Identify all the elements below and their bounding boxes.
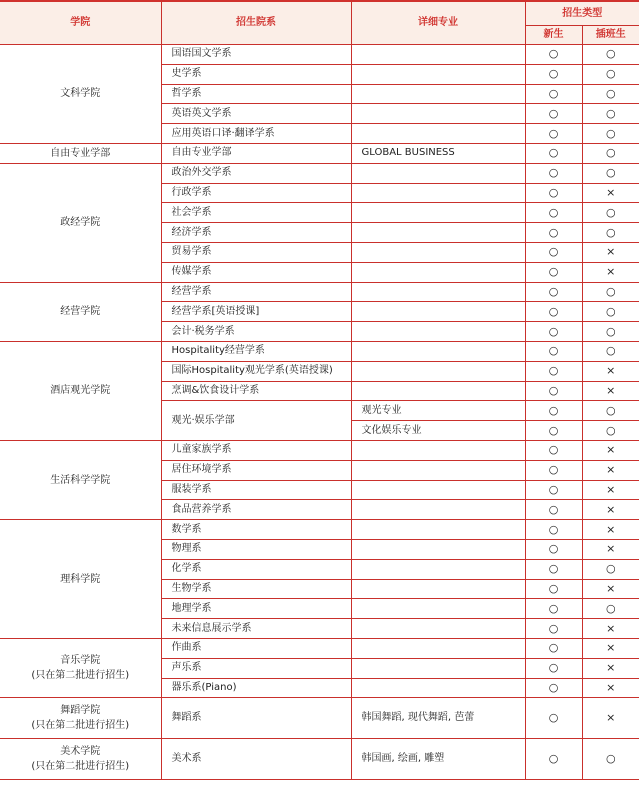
department-cell: 物理系 [161, 539, 351, 559]
department-cell: Hospitality经营学系 [161, 341, 351, 361]
detail-cell [351, 64, 525, 84]
department-cell: 数学系 [161, 520, 351, 540]
department-cell: 美术系 [161, 739, 351, 780]
detail-cell [351, 84, 525, 104]
department-cell: 经济学系 [161, 223, 351, 243]
freshman-mark: ○ [525, 500, 582, 520]
department-cell: 贸易学系 [161, 242, 351, 262]
transfer-mark: ○ [582, 45, 639, 65]
freshman-mark: ○ [525, 341, 582, 361]
college-name: 音乐学院 [60, 655, 101, 667]
freshman-mark: ○ [525, 143, 582, 163]
transfer-mark: ○ [582, 401, 639, 421]
freshman-mark: ○ [525, 678, 582, 698]
college-cell: 政经学院 [0, 163, 161, 282]
header-transfer: 插班生 [582, 26, 639, 45]
freshman-mark: ○ [525, 381, 582, 401]
detail-cell [351, 302, 525, 322]
freshman-mark: ○ [525, 163, 582, 183]
department-cell: 应用英语口译·翻译学系 [161, 124, 351, 144]
department-cell: 观光·娱乐学部 [161, 401, 351, 441]
transfer-mark: ○ [582, 322, 639, 342]
freshman-mark: ○ [525, 302, 582, 322]
detail-cell [351, 163, 525, 183]
college-name: 舞蹈学院 [60, 705, 101, 717]
freshman-mark: ○ [525, 480, 582, 500]
table-row [0, 739, 639, 780]
header-department: 招生院系 [161, 1, 351, 45]
department-cell: 经营学系 [161, 282, 351, 302]
transfer-mark: ○ [582, 64, 639, 84]
detail-cell [351, 381, 525, 401]
transfer-mark: × [582, 500, 639, 520]
department-cell: 行政学系 [161, 183, 351, 203]
detail-cell [351, 341, 525, 361]
freshman-mark: ○ [525, 520, 582, 540]
detail-cell [351, 322, 525, 342]
detail-cell [351, 520, 525, 540]
detail-cell [351, 203, 525, 223]
freshman-mark: ○ [525, 579, 582, 599]
college-cell: 自由专业学部 [0, 143, 161, 163]
department-cell: 史学系 [161, 64, 351, 84]
transfer-mark: ○ [582, 104, 639, 124]
transfer-mark: × [582, 678, 639, 698]
transfer-mark: ○ [582, 421, 639, 441]
transfer-mark: × [582, 658, 639, 678]
transfer-mark: × [582, 579, 639, 599]
table-row [0, 440, 639, 460]
detail-cell: 韩国画, 绘画, 雕塑 [351, 739, 525, 780]
department-cell: 居住环境学系 [161, 460, 351, 480]
detail-cell [351, 45, 525, 65]
detail-cell [351, 599, 525, 619]
department-cell: 会计·税务学系 [161, 322, 351, 342]
department-cell: 器乐系(Piano) [161, 678, 351, 698]
college-name: 美术学院 [60, 746, 101, 758]
transfer-mark: ○ [582, 599, 639, 619]
department-cell: 儿童家族学系 [161, 440, 351, 460]
department-cell: 哲学系 [161, 84, 351, 104]
freshman-mark: ○ [525, 460, 582, 480]
transfer-mark: ○ [582, 739, 639, 780]
transfer-mark: ○ [582, 302, 639, 322]
freshman-mark: ○ [525, 401, 582, 421]
detail-cell [351, 440, 525, 460]
freshman-mark: ○ [525, 739, 582, 780]
transfer-mark: ○ [582, 84, 639, 104]
college-cell [0, 698, 161, 739]
transfer-mark: × [582, 242, 639, 262]
transfer-mark: × [582, 698, 639, 739]
detail-cell [351, 361, 525, 381]
freshman-mark: ○ [525, 104, 582, 124]
detail-cell [351, 638, 525, 658]
detail-cell [351, 559, 525, 579]
detail-cell [351, 183, 525, 203]
department-cell: 自由专业学部 [161, 143, 351, 163]
detail-cell [351, 104, 525, 124]
freshman-mark: ○ [525, 45, 582, 65]
freshman-mark: ○ [525, 262, 582, 282]
department-cell: 作曲系 [161, 638, 351, 658]
college-note: (只在第二批进行招生) [31, 670, 130, 682]
freshman-mark: ○ [525, 282, 582, 302]
department-cell: 经营学系[英语授课] [161, 302, 351, 322]
department-cell: 舞蹈系 [161, 698, 351, 739]
department-cell: 国际Hospitality观光学系(英语授课) [161, 361, 351, 381]
detail-cell [351, 500, 525, 520]
transfer-mark: ○ [582, 223, 639, 243]
transfer-mark: × [582, 460, 639, 480]
transfer-mark: ○ [582, 124, 639, 144]
freshman-mark: ○ [525, 203, 582, 223]
college-cell: 酒店观光学院 [0, 341, 161, 440]
college-note: (只在第二批进行招生) [31, 761, 130, 773]
department-cell: 未来信息展示学系 [161, 619, 351, 639]
department-cell: 国语国文学系 [161, 45, 351, 65]
department-cell: 食品营养学系 [161, 500, 351, 520]
freshman-mark: ○ [525, 223, 582, 243]
detail-cell [351, 124, 525, 144]
detail-cell: 韩国舞蹈, 现代舞蹈, 芭蕾 [351, 698, 525, 739]
detail-cell: 观光专业 [351, 401, 525, 421]
transfer-mark: × [582, 539, 639, 559]
detail-cell [351, 480, 525, 500]
college-cell: 生活科学学院 [0, 440, 161, 519]
department-cell: 社会学系 [161, 203, 351, 223]
table-row [0, 520, 639, 540]
detail-cell [351, 539, 525, 559]
table-row [0, 638, 639, 658]
transfer-mark: × [582, 638, 639, 658]
freshman-mark: ○ [525, 124, 582, 144]
detail-cell [351, 658, 525, 678]
freshman-mark: ○ [525, 183, 582, 203]
header-detail: 详细专业 [351, 1, 525, 45]
department-cell: 生物学系 [161, 579, 351, 599]
freshman-mark: ○ [525, 619, 582, 639]
transfer-mark: × [582, 520, 639, 540]
header-college: 学院 [0, 1, 161, 45]
department-cell: 英语英文学系 [161, 104, 351, 124]
detail-cell [351, 460, 525, 480]
transfer-mark: × [582, 361, 639, 381]
college-cell [0, 739, 161, 780]
department-cell: 传媒学系 [161, 262, 351, 282]
header-admission-type: 招生类型 [525, 1, 639, 26]
transfer-mark: × [582, 262, 639, 282]
table-row [0, 163, 639, 183]
table-row [0, 282, 639, 302]
transfer-mark: ○ [582, 341, 639, 361]
transfer-mark: ○ [582, 559, 639, 579]
freshman-mark: ○ [525, 698, 582, 739]
transfer-mark: ○ [582, 143, 639, 163]
detail-cell: 文化娱乐专业 [351, 421, 525, 441]
freshman-mark: ○ [525, 322, 582, 342]
department-cell: 地理学系 [161, 599, 351, 619]
table-row [0, 45, 639, 65]
freshman-mark: ○ [525, 64, 582, 84]
transfer-mark: ○ [582, 163, 639, 183]
department-cell: 政治外交学系 [161, 163, 351, 183]
transfer-mark: × [582, 440, 639, 460]
department-cell: 化学系 [161, 559, 351, 579]
header-freshman: 新生 [525, 26, 582, 45]
college-cell: 经营学院 [0, 282, 161, 341]
detail-cell [351, 282, 525, 302]
freshman-mark: ○ [525, 84, 582, 104]
detail-cell [351, 242, 525, 262]
transfer-mark: × [582, 619, 639, 639]
freshman-mark: ○ [525, 638, 582, 658]
department-cell: 服装学系 [161, 480, 351, 500]
table-row [0, 341, 639, 361]
detail-cell [351, 678, 525, 698]
freshman-mark: ○ [525, 599, 582, 619]
department-cell: 烹调&饮食设计学系 [161, 381, 351, 401]
college-cell: 理科学院 [0, 520, 161, 639]
detail-cell [351, 262, 525, 282]
college-cell: 文科学院 [0, 45, 161, 144]
freshman-mark: ○ [525, 421, 582, 441]
freshman-mark: ○ [525, 361, 582, 381]
transfer-mark: × [582, 480, 639, 500]
department-cell: 声乐系 [161, 658, 351, 678]
transfer-mark: ○ [582, 282, 639, 302]
table-row [0, 698, 639, 739]
freshman-mark: ○ [525, 539, 582, 559]
transfer-mark: ○ [582, 203, 639, 223]
freshman-mark: ○ [525, 440, 582, 460]
table-row [0, 143, 639, 163]
transfer-mark: × [582, 381, 639, 401]
transfer-mark: × [582, 183, 639, 203]
detail-cell [351, 223, 525, 243]
college-note: (只在第二批进行招生) [31, 720, 130, 732]
detail-cell [351, 579, 525, 599]
detail-cell [351, 619, 525, 639]
detail-cell: GLOBAL BUSINESS [351, 143, 525, 163]
college-cell [0, 638, 161, 697]
freshman-mark: ○ [525, 242, 582, 262]
freshman-mark: ○ [525, 559, 582, 579]
freshman-mark: ○ [525, 658, 582, 678]
